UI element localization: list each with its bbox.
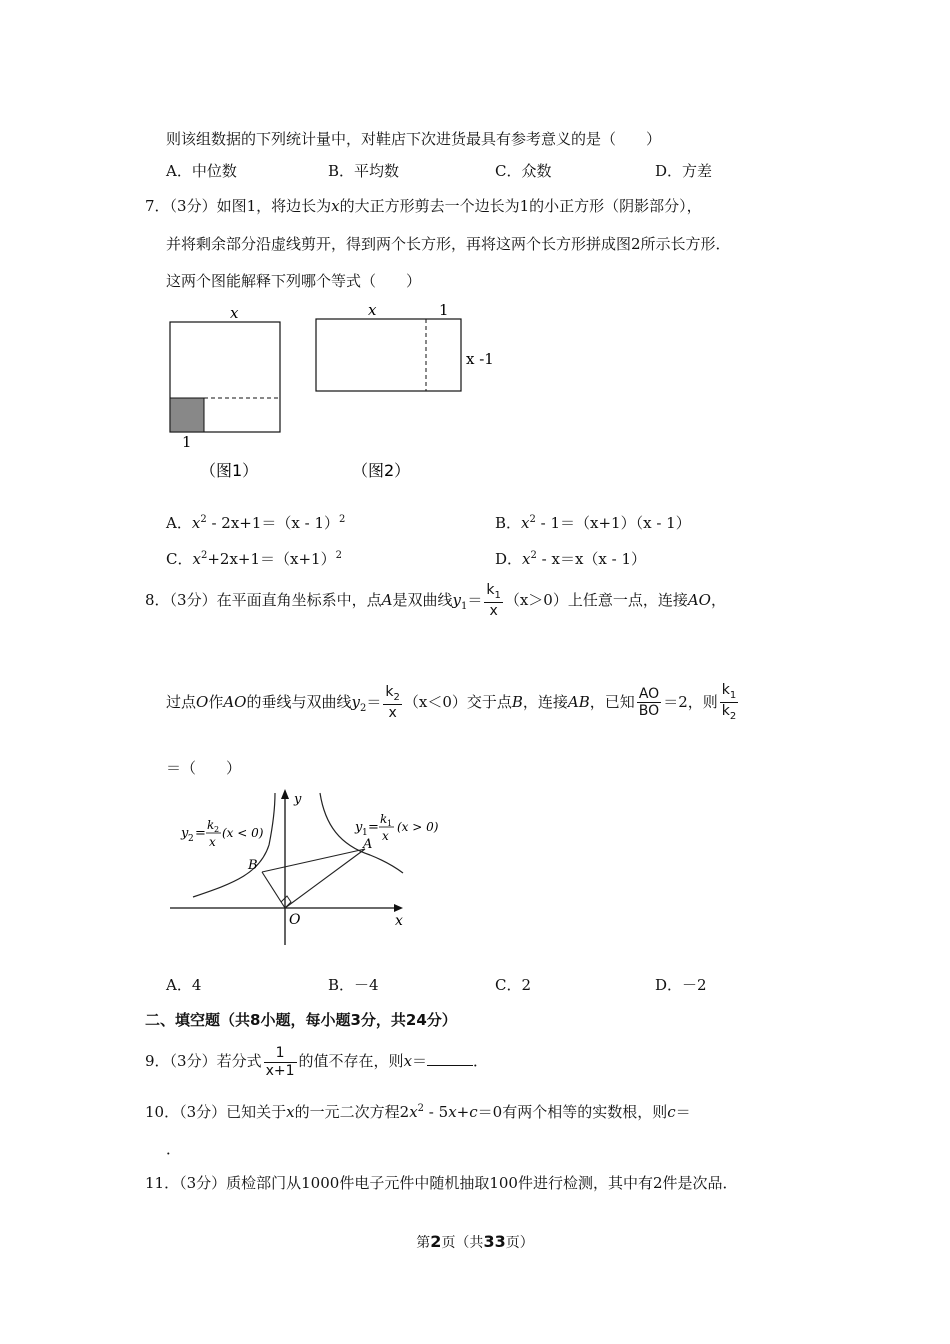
q8-option-b: B．－4 [328, 976, 379, 994]
q7-stem-line3: 这两个图能解释下列哪个等式（ ） [166, 272, 422, 290]
q6-option-d: D．方差 [655, 162, 713, 180]
q6-option-a: A．中位数 [166, 162, 237, 180]
q8-frac-k1-x: $\frac{k_1}{x}$ [486, 582, 501, 620]
svg-text:y: y [181, 826, 189, 841]
q8-frac-k1-k2: $\frac{k_1}{k_2}$ [721, 682, 737, 723]
y-axis-label: y [294, 792, 302, 807]
q7-option-c: C．$x^2+2x+1=(x+1)^2$ [166, 550, 342, 568]
q7-option-b: B．$x^2 - 1=(x+1)(x - 1)$ [495, 514, 691, 532]
q10-answer-dot: ． [166, 1140, 182, 1158]
page-footer: 第2页（共33页） [416, 1232, 534, 1251]
origin-label: O [289, 912, 301, 928]
fig1-caption: （图1） [200, 461, 259, 480]
q8-option-a: A．4 [166, 976, 202, 994]
section-2-heading: 二、填空题（共8小题，每小题3分，共24分） [145, 1011, 457, 1029]
svg-text:1: 1 [387, 819, 393, 828]
svg-text:k: k [380, 812, 388, 826]
q7-stem-line2: 并将剩余部分沿虚线剪开，得到两个长方形，再将这两个长方形拼成图2所示长方形． [166, 235, 731, 253]
x-axis-arrow [394, 904, 403, 912]
svg-text:=: = [368, 820, 379, 835]
q6-stem-continuation: 则该组数据的下列统计量中，对鞋店下次进货最具有参考意义的是（ ） [166, 130, 662, 148]
fig2-caption: （图2） [352, 461, 411, 480]
q9-stem: 9．（3分）若分式 $\frac{1}{x+1}$ 的值不存在，则x＝ ． [145, 1045, 489, 1079]
svg-text:y: y [355, 820, 363, 835]
q9-fraction: $\frac{1}{x+1}$ [265, 1045, 295, 1079]
svg-text:1: 1 [362, 828, 368, 838]
q7-option-a: A．$x^2 - 2x+1=(x - 1)^2$ [166, 514, 346, 532]
q7-figures [160, 300, 520, 490]
q7-stem-line1: 7．（3分）如图1，将边长为x的大正方形剪去一个边长为1的小正方形（阴影部分）， [145, 197, 702, 215]
q8-stem-line3: ＝（ ） [166, 759, 242, 777]
q6-option-c: C．众数 [495, 162, 552, 180]
fig1-top-label: x [230, 304, 239, 322]
q8-frac-ao-bo: $\frac{AO}{BO}$ [638, 685, 660, 720]
segment-bo [262, 872, 285, 908]
q8-frac-k2-x: $\frac{k_2}{x}$ [385, 683, 400, 722]
figure-2 [316, 301, 494, 480]
svg-text:k: k [207, 818, 215, 832]
fig2-top-label-x: x [368, 301, 377, 319]
figure-1 [170, 304, 280, 480]
q8-option-d: D．－2 [655, 976, 707, 994]
fig2-side-label: x -1 [466, 350, 494, 368]
q8-graph [165, 785, 465, 950]
y2-formula-label [180, 818, 264, 849]
svg-text:x: x [382, 829, 389, 843]
svg-text:(x > 0): (x > 0) [397, 820, 439, 834]
q8-stem-line1: 8．（3分）在平面直角坐标系中，点A是双曲线$y_1=$ $\frac{k_1}{x}$ （x＞0）上任意一点，连接AO， [145, 582, 726, 620]
svg-text:2: 2 [214, 825, 220, 834]
svg-text:=: = [195, 826, 206, 841]
hyperbola-y2 [193, 793, 275, 897]
q10-stem: 10．（3分）已知关于x的一元二次方程$2x^2 - 5x+c=0$有两个相等的实数根，则c＝ [145, 1103, 691, 1121]
svg-text:2: 2 [188, 834, 194, 844]
fig2-top-label-1: 1 [439, 301, 449, 319]
q6-option-b: B．平均数 [328, 162, 400, 180]
right-angle-mark [281, 896, 291, 908]
q11-stem: 11．（3分）质检部门从1000件电子元件中随机抽取100件进行检测，其中有2件是次品． [145, 1174, 738, 1192]
q9-answer-blank [427, 1051, 473, 1066]
point-a-label: A [363, 837, 373, 852]
q8-option-c: C．2 [495, 976, 532, 994]
fig2-rectangle [316, 319, 461, 391]
point-b-label: B [248, 858, 258, 873]
fig1-bottom-label: 1 [182, 433, 192, 451]
svg-text:x: x [209, 835, 216, 849]
y-axis-arrow [281, 789, 289, 799]
x-axis-label: x [395, 913, 403, 929]
q8-stem-line2: 过点O作AO的垂线与双曲线$y_2=$ $\frac{k_2}{x}$ （x＜0）交于点B，连接AB，已知 $\frac{AO}{BO}$ ＝2，则 $\frac{k_1}{k_2}$ [166, 682, 737, 723]
q7-option-d: D．$x^2 - x=x(x - 1)$ [495, 550, 647, 568]
fig1-shaded-small-square [170, 398, 204, 432]
svg-text:(x < 0): (x < 0) [222, 826, 264, 840]
